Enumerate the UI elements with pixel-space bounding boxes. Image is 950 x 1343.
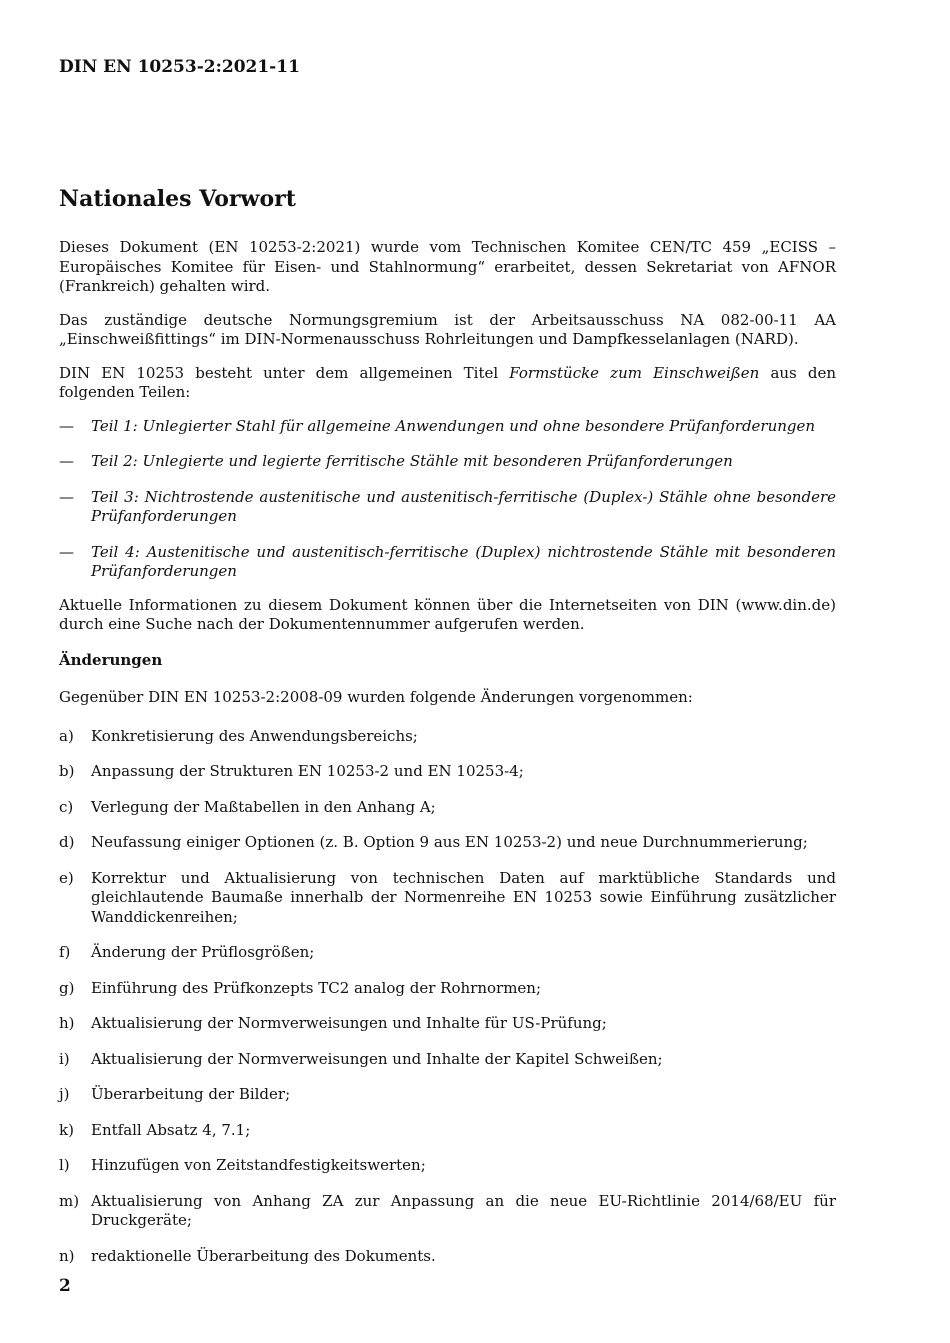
part-list-item	[59, 417, 836, 437]
body-text	[59, 238, 836, 1282]
item-text: Überarbeitung der Bilder;	[91, 1085, 291, 1103]
series-title: Formstücke zum Einschweißen	[509, 363, 760, 382]
document-id-header: DIN EN 10253-2:2021-11	[59, 57, 300, 77]
item-marker: i)	[59, 1049, 70, 1068]
change-list-item	[59, 762, 836, 782]
change-list-item	[59, 1121, 836, 1141]
part-list-item	[59, 452, 836, 472]
item-marker: n)	[59, 1246, 75, 1265]
part-list-item	[59, 488, 836, 527]
item-marker: k)	[59, 1120, 74, 1139]
dash-marker: —	[59, 542, 74, 561]
item-marker: g)	[59, 978, 75, 997]
page-title: Nationales Vorwort	[59, 186, 296, 212]
paragraph-series-intro	[59, 364, 836, 403]
part-text: Teil 4: Austenitische und austenitisch-ferritische (Duplex) nichtrostende Stähle mit besonderen Prüfanforderungen	[91, 542, 836, 580]
item-marker: e)	[59, 868, 74, 887]
change-list-item	[59, 727, 836, 747]
item-text: Änderung der Prüflosgrößen;	[91, 943, 315, 961]
item-text: Konkretisierung des Anwendungsbereichs;	[91, 726, 418, 745]
change-list-item	[59, 1014, 836, 1034]
paragraph-info: Aktuelle Informationen zu diesem Dokument können über die Internetseiten von DIN (www.din.de) durch eine Suche nach der Dokumentennummer aufgerufen werden.	[59, 595, 836, 633]
page-number: 2	[59, 1276, 71, 1296]
document-page	[59, 0, 836, 1343]
change-list-item	[59, 943, 836, 963]
dash-marker: —	[59, 416, 74, 435]
item-marker: b)	[59, 762, 75, 780]
change-list-item	[59, 1247, 836, 1267]
item-text: Einführung des Prüfkonzepts TC2 analog der Rohrnormen;	[91, 978, 542, 997]
item-marker: f)	[59, 943, 71, 961]
item-text: Verlegung der Maßtabellen in den Anhang A;	[91, 797, 436, 816]
change-list-item	[59, 869, 836, 928]
paragraph-committee: Dieses Dokument (EN 10253-2:2021) wurde vom Technischen Komitee CEN/TC 459 „ECISS – Europäisches Komitee für Eisen- und Stahlnormung“ erarbeitet, dessen Sekretariat von AFNOR (Frankreich) gehalten wird.	[59, 238, 836, 295]
item-text: Neufassung einiger Optionen (z. B. Option 9 aus EN 10253-2) und neue Durchnummerierung;	[91, 833, 808, 851]
dash-marker: —	[59, 452, 74, 470]
item-marker: m)	[59, 1191, 80, 1210]
item-text: Aktualisierung der Normverweisungen und Inhalte für US-Prüfung;	[91, 1014, 607, 1032]
item-text: Aktualisierung der Normverweisungen und Inhalte der Kapitel Schweißen;	[91, 1049, 663, 1068]
dash-marker: —	[59, 487, 74, 506]
change-list-item	[59, 1085, 836, 1105]
part-text: Teil 2: Unlegierte und legierte ferritische Stähle mit besonderen Prüfanforderungen	[91, 452, 733, 470]
item-marker: l)	[59, 1156, 70, 1174]
item-text: redaktionelle Überarbeitung des Dokuments.	[91, 1246, 436, 1265]
item-text: Hinzufügen von Zeitstandfestigkeitswerten;	[91, 1156, 426, 1174]
item-marker: c)	[59, 797, 74, 816]
series-intro-post: aus den folgenden Teilen:	[59, 363, 837, 401]
change-list-item	[59, 979, 836, 999]
change-list-item	[59, 833, 836, 853]
series-intro-pre: DIN EN 10253 besteht unter dem allgemeinen Titel	[59, 363, 510, 382]
item-text: Anpassung der Strukturen EN 10253-2 und EN 10253-4;	[91, 762, 524, 780]
change-list-item	[59, 1156, 836, 1176]
item-text: Korrektur und Aktualisierung von technischen Daten auf marktübliche Standards und gleichlautende Baumaße innerhalb der Normenreihe EN 10253 sowie Einführung zusätzlicher Wanddickenreihen;	[91, 868, 836, 926]
changes-heading: Änderungen	[59, 650, 163, 669]
item-marker: a)	[59, 726, 74, 745]
change-list-item	[59, 1192, 836, 1231]
item-text: Aktualisierung von Anhang ZA zur Anpassung an die neue EU-Richtlinie 2014/68/EU für Druckgeräte;	[91, 1191, 836, 1229]
change-list-item	[59, 798, 836, 818]
item-marker: h)	[59, 1014, 75, 1032]
part-list-item	[59, 543, 836, 582]
item-text: Entfall Absatz 4, 7.1;	[91, 1120, 251, 1139]
part-text: Teil 1: Unlegierter Stahl für allgemeine Anwendungen und ohne besondere Prüfanforderungen	[91, 416, 816, 435]
part-text: Teil 3: Nichtrostende austenitische und austenitisch-ferritische (Duplex-) Stähle ohne besondere Prüfanforderungen	[91, 487, 836, 525]
item-marker: d)	[59, 833, 75, 851]
item-marker: j)	[59, 1085, 70, 1103]
paragraph-german-body: Das zuständige deutsche Normungsgremium ist der Arbeitsausschuss NA 082-00-11 AA „Einschweißfittings“ im DIN-Normenausschuss Rohrleitungen und Dampfkesselanlagen (NARD).	[59, 310, 836, 348]
changes-intro: Gegenüber DIN EN 10253-2:2008-09 wurden folgende Änderungen vorgenommen:	[59, 688, 693, 706]
change-list-item	[59, 1050, 836, 1070]
